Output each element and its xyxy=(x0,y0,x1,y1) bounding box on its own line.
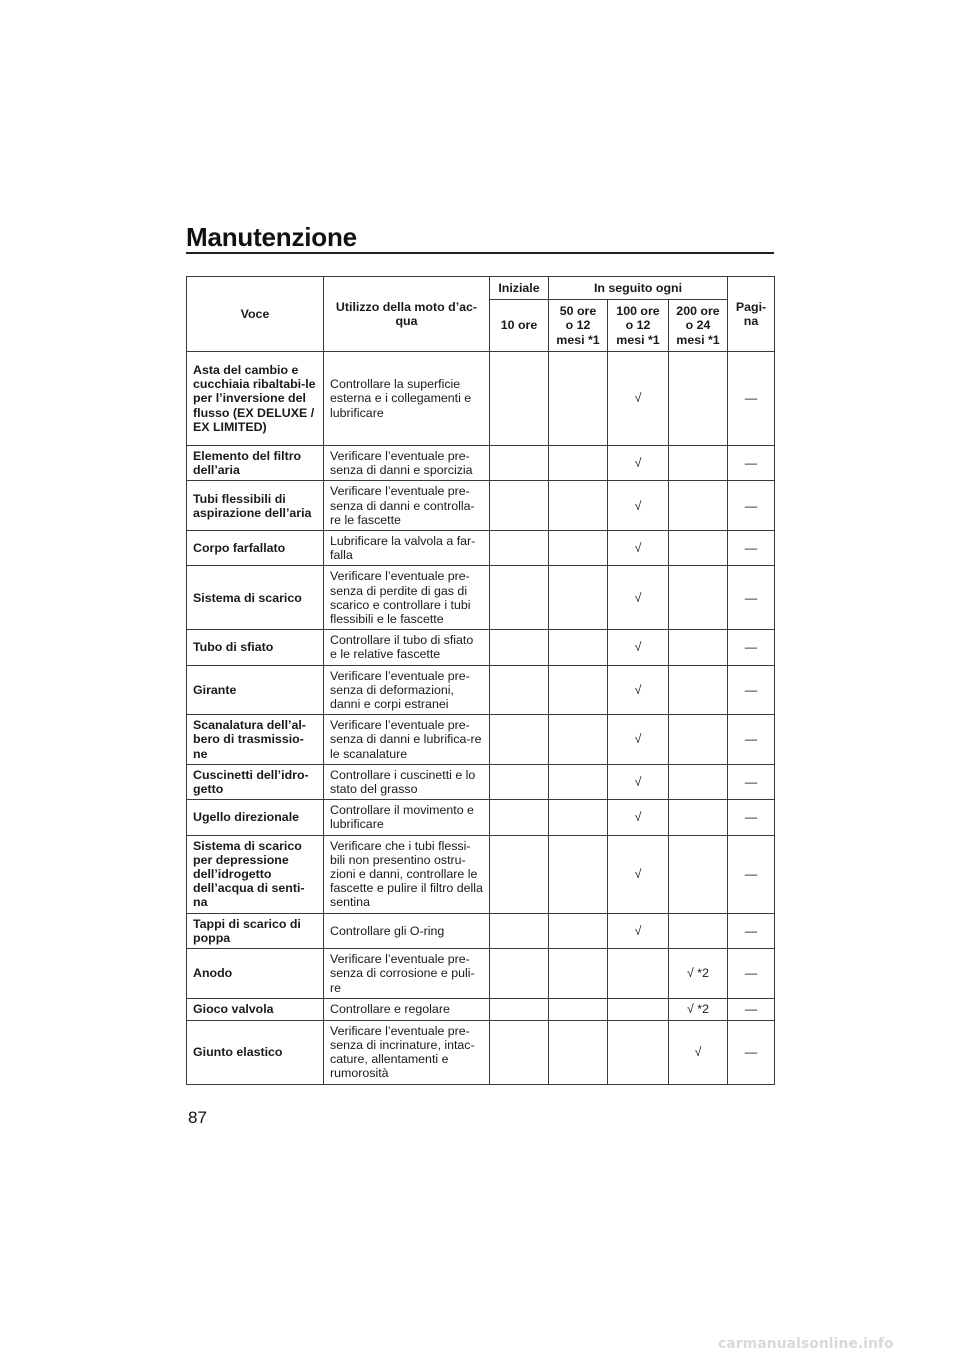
row-description: Verificare l’eventuale pre-senza di corrosione e puli-re xyxy=(324,949,490,999)
row-description: Verificare l’eventuale pre-senza di danni e sporcizia xyxy=(324,446,490,481)
table-row xyxy=(187,998,775,1020)
row-check-10-ore xyxy=(490,998,549,1020)
table-row xyxy=(187,630,775,665)
row-description: Verificare l’eventuale pre-senza di perdite di gas di scarico e controllare i tubi flessibili e le fascette xyxy=(324,566,490,630)
row-description: Verificare l’eventuale pre-senza di danni e controlla-re le fascette xyxy=(324,481,490,531)
header-100-ore: 100 ore o 12 mesi *1 xyxy=(608,300,669,352)
row-check-200-ore xyxy=(669,481,728,531)
row-check-50-ore xyxy=(549,665,608,715)
row-check-200-ore xyxy=(669,800,728,835)
header-50-ore: 50 ore o 12 mesi *1 xyxy=(549,300,608,352)
header-iniziale: Iniziale xyxy=(490,277,549,300)
row-check-50-ore xyxy=(549,352,608,446)
header-10-ore: 10 ore xyxy=(490,300,549,352)
row-check-200-ore: √ *2 xyxy=(669,949,728,999)
row-check-200-ore xyxy=(669,531,728,566)
row-item-name: Giunto elastico xyxy=(187,1020,324,1084)
row-check-10-ore xyxy=(490,1020,549,1084)
row-check-10-ore xyxy=(490,481,549,531)
table-row xyxy=(187,764,775,799)
row-check-50-ore xyxy=(549,800,608,835)
row-check-100-ore: √ xyxy=(608,630,669,665)
row-check-50-ore xyxy=(549,835,608,913)
row-check-200-ore xyxy=(669,665,728,715)
row-check-50-ore xyxy=(549,764,608,799)
maintenance-table xyxy=(186,276,775,1085)
row-check-50-ore xyxy=(549,566,608,630)
row-check-200-ore xyxy=(669,446,728,481)
maintenance-table-body xyxy=(187,352,775,1085)
row-page: — xyxy=(728,913,775,948)
row-check-200-ore: √ *2 xyxy=(669,998,728,1020)
row-check-100-ore: √ xyxy=(608,352,669,446)
row-check-10-ore xyxy=(490,800,549,835)
row-check-50-ore xyxy=(549,949,608,999)
row-description: Controllare il movimento e lubrificare xyxy=(324,800,490,835)
row-page: — xyxy=(728,481,775,531)
row-check-10-ore xyxy=(490,446,549,481)
row-page: — xyxy=(728,835,775,913)
table-row xyxy=(187,665,775,715)
row-item-name: Cuscinetti dell’idro-getto xyxy=(187,764,324,799)
row-check-200-ore xyxy=(669,566,728,630)
row-description: Controllare il tubo di sfiato e le relative fascette xyxy=(324,630,490,665)
row-check-10-ore xyxy=(490,566,549,630)
row-page: — xyxy=(728,531,775,566)
table-row xyxy=(187,1020,775,1084)
row-check-100-ore: √ xyxy=(608,835,669,913)
table-row xyxy=(187,835,775,913)
row-check-200-ore xyxy=(669,913,728,948)
row-check-100-ore: √ xyxy=(608,531,669,566)
footer-watermark: carmanualsonline.info xyxy=(718,1336,894,1352)
title-divider xyxy=(186,252,774,254)
row-item-name: Tubi flessibili di aspirazione dell’aria xyxy=(187,481,324,531)
row-check-100-ore: √ xyxy=(608,566,669,630)
row-page: — xyxy=(728,800,775,835)
row-check-100-ore: √ xyxy=(608,665,669,715)
row-check-10-ore xyxy=(490,764,549,799)
row-check-200-ore xyxy=(669,630,728,665)
row-description: Controllare i cuscinetti e lo stato del grasso xyxy=(324,764,490,799)
row-description: Controllare gli O-ring xyxy=(324,913,490,948)
header-200-ore: 200 ore o 24 mesi *1 xyxy=(669,300,728,352)
row-check-100-ore xyxy=(608,949,669,999)
row-check-200-ore: √ xyxy=(669,1020,728,1084)
table-row xyxy=(187,949,775,999)
row-check-10-ore xyxy=(490,913,549,948)
row-page: — xyxy=(728,1020,775,1084)
header-utilizzo: Utilizzo della moto d’ac-qua xyxy=(324,277,490,352)
header-pagina: Pagi-na xyxy=(728,277,775,352)
row-item-name: Girante xyxy=(187,665,324,715)
row-check-50-ore xyxy=(549,1020,608,1084)
row-check-100-ore xyxy=(608,998,669,1020)
row-check-10-ore xyxy=(490,630,549,665)
header-voce: Voce xyxy=(187,277,324,352)
table-row xyxy=(187,800,775,835)
table-row xyxy=(187,352,775,446)
row-check-10-ore xyxy=(490,715,549,765)
row-check-100-ore xyxy=(608,1020,669,1084)
row-check-100-ore: √ xyxy=(608,764,669,799)
row-check-100-ore: √ xyxy=(608,446,669,481)
table-row xyxy=(187,446,775,481)
row-item-name: Sistema di scarico per depressione dell’idrogetto dell’acqua di senti-na xyxy=(187,835,324,913)
row-description: Verificare che i tubi flessi-bili non presentino ostru-zioni e danni, controllare le fascette e pulire il filtro della sentina xyxy=(324,835,490,913)
row-page: — xyxy=(728,764,775,799)
row-description: Controllare la superficie esterna e i collegamenti e lubrificare xyxy=(324,352,490,446)
row-check-200-ore xyxy=(669,352,728,446)
row-check-50-ore xyxy=(549,913,608,948)
row-page: — xyxy=(728,715,775,765)
row-page: — xyxy=(728,998,775,1020)
row-item-name: Corpo farfallato xyxy=(187,531,324,566)
row-page: — xyxy=(728,566,775,630)
row-check-10-ore xyxy=(490,835,549,913)
row-item-name: Tappi di scarico di poppa xyxy=(187,913,324,948)
row-item-name: Gioco valvola xyxy=(187,998,324,1020)
page-title: Manutenzione xyxy=(186,222,357,252)
row-item-name: Anodo xyxy=(187,949,324,999)
row-check-10-ore xyxy=(490,352,549,446)
row-page: — xyxy=(728,352,775,446)
row-check-200-ore xyxy=(669,764,728,799)
row-page: — xyxy=(728,630,775,665)
row-check-10-ore xyxy=(490,665,549,715)
row-item-name: Tubo di sfiato xyxy=(187,630,324,665)
row-check-50-ore xyxy=(549,481,608,531)
row-item-name: Asta del cambio e cucchiaia ribaltabi-le per l’inversione del flusso (EX DELUXE / EX LIMITED) xyxy=(187,352,324,446)
row-item-name: Scanalatura dell’al-bero di trasmissio-ne xyxy=(187,715,324,765)
row-description: Controllare e regolare xyxy=(324,998,490,1020)
header-in-seguito: In seguito ogni xyxy=(549,277,728,300)
table-row xyxy=(187,715,775,765)
table-row xyxy=(187,566,775,630)
row-page: — xyxy=(728,446,775,481)
row-check-100-ore: √ xyxy=(608,715,669,765)
table-row xyxy=(187,481,775,531)
row-check-50-ore xyxy=(549,998,608,1020)
row-check-10-ore xyxy=(490,949,549,999)
row-check-200-ore xyxy=(669,715,728,765)
row-check-50-ore xyxy=(549,630,608,665)
row-description: Verificare l’eventuale pre-senza di deformazioni, danni e corpi estranei xyxy=(324,665,490,715)
row-check-100-ore: √ xyxy=(608,913,669,948)
row-check-50-ore xyxy=(549,531,608,566)
row-item-name: Elemento del filtro dell’aria xyxy=(187,446,324,481)
row-check-200-ore xyxy=(669,835,728,913)
row-item-name: Ugello direzionale xyxy=(187,800,324,835)
row-description: Verificare l’eventuale pre-senza di incrinature, intac-cature, allentamenti e rumorosità xyxy=(324,1020,490,1084)
row-check-100-ore: √ xyxy=(608,481,669,531)
row-check-50-ore xyxy=(549,446,608,481)
row-page: — xyxy=(728,665,775,715)
row-check-100-ore: √ xyxy=(608,800,669,835)
row-page: — xyxy=(728,949,775,999)
row-item-name: Sistema di scarico xyxy=(187,566,324,630)
page-number: 87 xyxy=(188,1108,207,1127)
table-row xyxy=(187,531,775,566)
row-description: Verificare l’eventuale pre-senza di danni e lubrifica-re le scanalature xyxy=(324,715,490,765)
table-row xyxy=(187,913,775,948)
row-check-10-ore xyxy=(490,531,549,566)
row-check-50-ore xyxy=(549,715,608,765)
row-description: Lubrificare la valvola a far-falla xyxy=(324,531,490,566)
